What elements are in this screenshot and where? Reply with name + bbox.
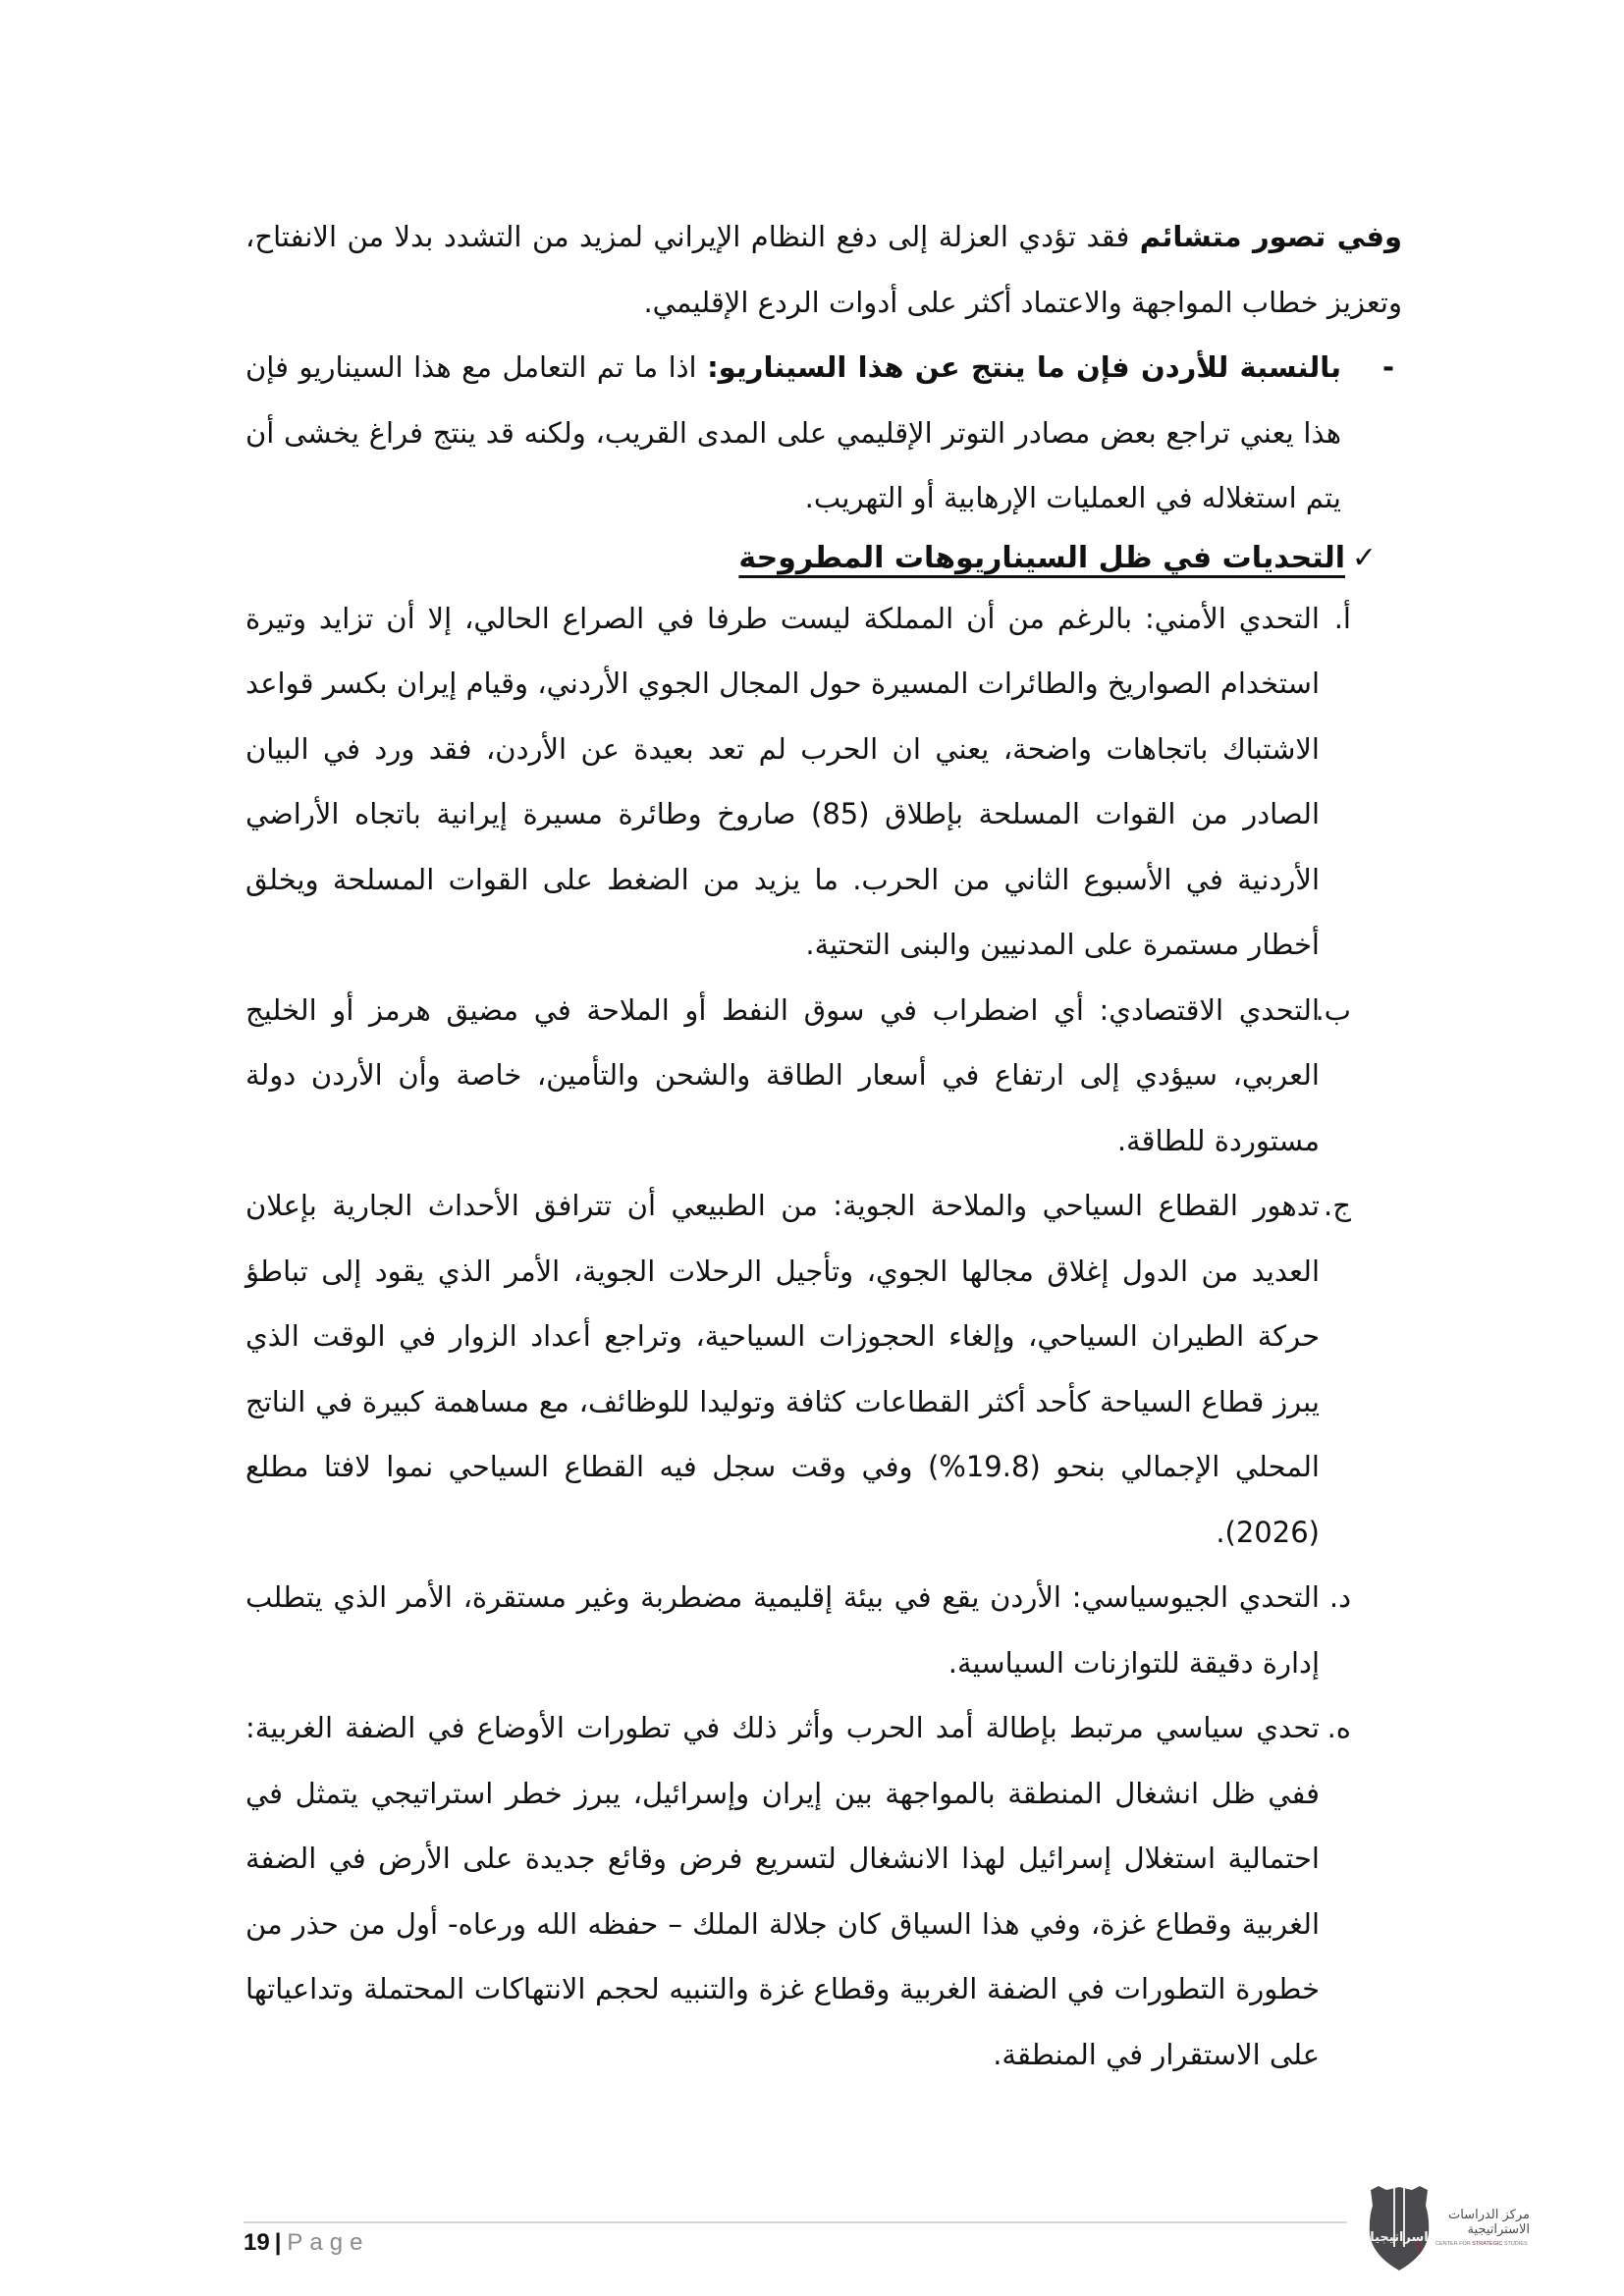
challenge-text: التحدي الأمني: بالرغم من أن المملكة ليست طرفا في الصراع الحالي، إلا أن تزايد وتيرة استخدام الصواريخ والطائرات المسيرة حول المجال الجوي الأردني، وقيام إيران بكسر قواعد الاشتباك باتجاهات واضحة، يعني ان الحرب لم تعد بعيدة عن الأردن، فقد ورد في البيان الصادر من القوات المسلحة بإطلاق (85) صاروخ وطائرة مسيرة إيرانية باتجاه الأراضي الأردنية في الأسبوع الثاني من الحرب. ما يزيد من الضغط على القوات المسلحة ويخلق أخطار مستمرة على المدنيين والبنى التحتية. [245,601,1320,961]
page-number-separator: | [274,2229,282,2256]
logo-en-accent: STRATEGIC [1472,2241,1503,2247]
section-heading [245,531,1402,586]
challenge-item-political [245,1695,1402,2087]
logo-name-ar-line2: الاستراتيجية [1467,2222,1530,2237]
svg-text:اسراتيجيا: اسراتيجيا [1370,2230,1429,2245]
page-body [245,204,1402,2087]
dash-bullet-icon: - [1381,350,1394,384]
challenge-item-tourism [245,1173,1402,1565]
logo-name-ar-line1: مركز الدراسات [1447,2208,1530,2222]
list-marker: ج. [1324,1189,1351,1222]
center-logo [1365,2184,1532,2274]
challenge-text: التحدي الاقتصادي: أي اضطراب في سوق النفط أو الملاحة في مضيق هرمز أو الخليج العربي، سيؤدي إلى ارتفاع في أسعار الطاقة والشحن والتأمين، خاصة وأن الأردن دولة مستوردة للطاقة. [245,992,1320,1157]
jordan-bullet-lead: بالنسبة للأردن فإن ما ينتج عن هذا السيناريو: [707,350,1341,384]
checkmark-icon: ✓ [1351,540,1377,575]
logo-en-prefix: CENTER FOR [1435,2241,1473,2247]
challenge-text: تحدي سياسي مرتبط بإطالة أمد الحرب وأثر ذلك في تطورات الأوضاع في الضفة الغربية: ففي ظل انشغال المنطقة بالمواجهة بين إيران وإسرائيل، يبرز خطر استراتيجي يتمثل في احتمالية استغلال إسرائيل لهذا الانشغال لتسريع فرض وقائع جديدة على الأرض في الضفة الغربية وقطاع غزة، وفي هذا السياق كان جلالة الملك – حفظه الله ورعاه- أول من حذر من خطورة التطورات في الضفة الغربية وقطاع غزة والتنبيه لحجم الانتهاكات المحتملة وتداعياتها على الاستقرار في المنطقة. [245,1711,1320,2071]
list-marker: د. [1328,1580,1351,1614]
page-number-value: 19 [244,2229,270,2256]
list-marker: ب. [1315,992,1351,1027]
section-heading-text: التحديات في ظل السيناريوهات المطروحة [738,540,1345,575]
jordan-bullet [245,335,1402,531]
logo-name-en [1435,2239,1530,2249]
challenge-item-security [245,586,1402,978]
challenge-text: التحدي الجيوسياسي: الأردن يقع في بيئة إقليمية مضطربة وغير مستقرة، الأمر الذي يتطلب إدارة دقيقة للتوازنات السياسية. [245,1580,1320,1680]
page-label: Page [287,2229,370,2256]
challenge-item-geopolitical [245,1565,1402,1695]
logo-en-suffix: STUDIES [1502,2241,1528,2247]
intro-paragraph [245,204,1402,335]
page-number [244,2226,369,2260]
challenges-list [245,586,1402,2088]
challenge-text: تدهور القطاع السياحي والملاحة الجوية: من الطبيعي أن تترافق الأحداث الجارية بإعلان العديد من الدول إغلاق مجالها الجوي، وتأجيل الرحلات الجوية، الأمر الذي يقود إلى تباطؤ حركة الطيران السياحي، وإلغاء الحجوزات السياحية، وتراجع أعداد الزوار في الوقت الذي يبرز قطاع السياحة كأحد أكثر القطاعات كثافة وتوليدا للوظائف، مع مساهمة كبيرة في الناتج المحلي الإجمالي بنحو (19.8%) وفي وقت سجل فيه القطاع السياحي نموا لافتا مطلع (2026). [245,1189,1320,1549]
challenge-item-economic [245,978,1402,1174]
list-marker: ه. [1326,1711,1351,1744]
intro-lead: وفي تصور متشائم [1139,220,1402,253]
intro-text: فقد تؤدي العزلة إلى دفع النظام الإيراني لمزيد من التشدد بدلا من الانفتاح، وتعزيز خطاب المواجهة والاعتماد أكثر على أدوات الردع الإقليمي. [245,220,1402,319]
jordan-bullet-text: اذا ما تم التعامل مع هذا السيناريو فإن هذا يعني تراجع بعض مصادر التوتر الإقليمي على المدى القريب، ولكنه قد ينتج فراغ يخشى أن يتم استغلاله في العمليات الإرهابية أو التهريب. [245,350,1341,514]
logo-text [1435,2208,1530,2249]
list-marker: أ. [1333,601,1351,635]
footer-divider [244,2221,1347,2223]
shield-emblem-icon [1367,2184,1432,2272]
